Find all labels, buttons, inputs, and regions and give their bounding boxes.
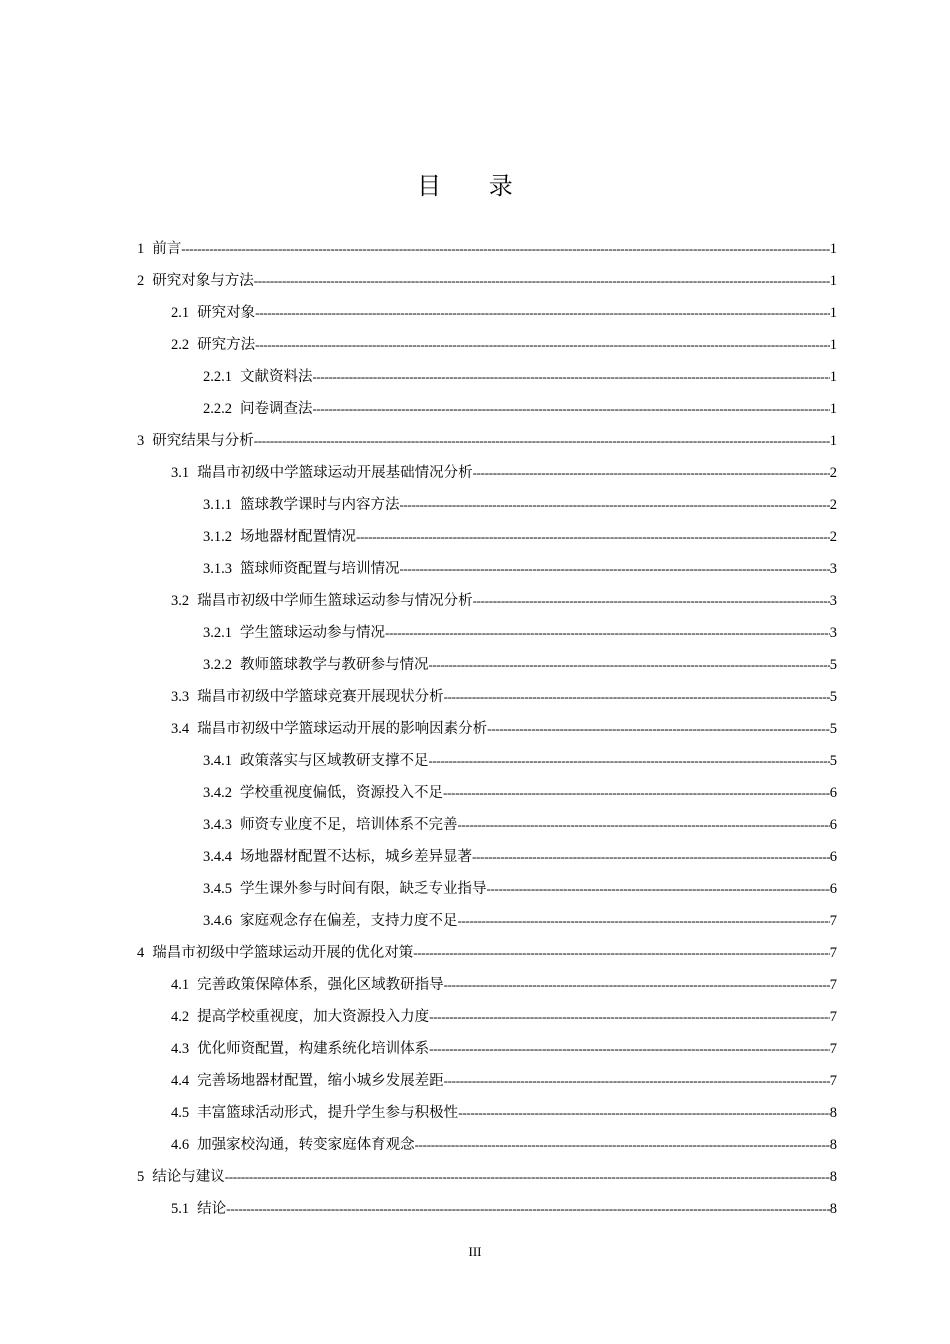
toc-entry-page: 6 — [829, 785, 837, 801]
toc-entry[interactable] — [171, 585, 837, 617]
toc-entry[interactable] — [203, 841, 837, 873]
toc-entry-number: 5.1 — [171, 1201, 190, 1217]
toc-entry-page: 8 — [829, 1105, 837, 1121]
toc-entry-page: 8 — [829, 1201, 837, 1217]
toc-entry-page: 1 — [829, 241, 837, 257]
toc-dash-leader — [458, 905, 830, 937]
toc-entry-label: 瑞昌市初级中学师生篮球运动参与情况分析 — [197, 593, 473, 609]
toc-entry-label: 学生篮球运动参与情况 — [240, 625, 385, 641]
toc-dash-leader — [385, 617, 830, 649]
toc-entry-label: 文献资料法 — [240, 369, 313, 385]
toc-dash-leader — [225, 1161, 830, 1193]
toc-entry-label: 研究对象与方法 — [152, 273, 254, 289]
toc-entry[interactable] — [137, 937, 837, 969]
toc-entry-page: 5 — [829, 721, 837, 737]
toc-entry[interactable] — [203, 393, 837, 425]
toc-entry-number: 3.2.1 — [203, 625, 232, 641]
toc-entry[interactable] — [137, 1161, 837, 1193]
toc-entry-label: 研究结果与分析 — [152, 433, 254, 449]
toc-entry-label: 学生课外参与时间有限，缺乏专业指导 — [240, 881, 487, 897]
toc-entry[interactable] — [203, 809, 837, 841]
toc-entry[interactable] — [203, 617, 837, 649]
toc-entry[interactable] — [137, 265, 837, 297]
toc-entry-page: 2 — [829, 497, 837, 513]
toc-entry-number: 2.2 — [171, 337, 190, 353]
toc-dash-leader — [458, 809, 830, 841]
toc-entry-number: 4.1 — [171, 977, 190, 993]
toc-dash-leader — [254, 265, 830, 297]
toc-entry[interactable] — [203, 489, 837, 521]
toc-entry-page: 5 — [829, 753, 837, 769]
toc-entry-label: 优化师资配置，构建系统化培训体系 — [197, 1041, 430, 1057]
toc-entry[interactable] — [171, 1129, 837, 1161]
toc-entry-label: 学校重视度偏低，资源投入不足 — [240, 785, 443, 801]
toc-entry-number: 3.3 — [171, 689, 190, 705]
toc-entry-page: 6 — [829, 881, 837, 897]
toc-entry-number: 3.4.1 — [203, 753, 232, 769]
toc-entry[interactable] — [203, 553, 837, 585]
toc-entry-page: 6 — [829, 817, 837, 833]
toc-entry-label: 加强家校沟通，转变家庭体育观念 — [197, 1137, 415, 1153]
toc-entry-number: 3.1.3 — [203, 561, 232, 577]
toc-entry-page: 1 — [829, 369, 837, 385]
toc-entry-number: 3.4.3 — [203, 817, 232, 833]
toc-entry[interactable] — [203, 905, 837, 937]
toc-dash-leader — [443, 777, 830, 809]
toc-dash-leader — [429, 745, 830, 777]
toc-entry-page: 8 — [829, 1137, 837, 1153]
toc-dash-leader — [181, 233, 830, 265]
toc-entry-page: 3 — [829, 625, 837, 641]
toc-entry-number: 1 — [137, 241, 145, 257]
page-number-footer: III — [468, 1244, 482, 1259]
toc-entry[interactable] — [171, 1065, 837, 1097]
toc-entry[interactable] — [137, 233, 837, 265]
toc-entry[interactable] — [203, 745, 837, 777]
toc-entry-page: 7 — [829, 913, 837, 929]
toc-entry-page: 3 — [829, 561, 837, 577]
toc-entry-number: 3.1.1 — [203, 497, 232, 513]
toc-entry-label: 问卷调查法 — [240, 401, 313, 417]
toc-dash-leader — [429, 1033, 830, 1065]
toc-entry-label: 瑞昌市初级中学篮球运动开展的优化对策 — [152, 945, 414, 961]
toc-entry-label: 场地器材配置不达标，城乡差异显著 — [240, 849, 472, 865]
toc-entry-page: 3 — [829, 593, 837, 609]
toc-entry-number: 3.2.2 — [203, 657, 232, 673]
toc-entry-number: 4.5 — [171, 1105, 190, 1121]
toc-entry-label: 提高学校重视度，加大资源投入力度 — [197, 1009, 430, 1025]
toc-entry[interactable] — [203, 777, 837, 809]
toc-dash-leader — [444, 681, 830, 713]
toc-entry[interactable] — [171, 1033, 837, 1065]
toc-entry-label: 结论 — [197, 1201, 227, 1217]
toc-entry[interactable] — [171, 969, 837, 1001]
toc-entry-page: 2 — [829, 529, 837, 545]
toc-dash-leader — [458, 1097, 830, 1129]
toc-dash-leader — [226, 1193, 830, 1225]
toc-dash-leader — [473, 457, 830, 489]
toc-entry[interactable] — [171, 1193, 837, 1225]
toc-entry[interactable] — [171, 1097, 837, 1129]
toc-dash-leader — [487, 873, 830, 905]
toc-dash-leader — [255, 297, 830, 329]
toc-title: 目 录 — [417, 172, 533, 200]
toc-dash-leader — [313, 393, 830, 425]
toc-entry[interactable] — [203, 521, 837, 553]
toc-entry-number: 4.4 — [171, 1073, 190, 1089]
toc-entry-page: 7 — [829, 945, 837, 961]
toc-entry-page: 1 — [829, 337, 837, 353]
toc-dash-leader — [473, 585, 830, 617]
toc-dash-leader — [444, 969, 830, 1001]
toc-entry-label: 研究方法 — [197, 337, 256, 353]
toc-dash-leader — [415, 1129, 830, 1161]
toc-entry-page: 1 — [829, 401, 837, 417]
toc-entry-number: 3.4.2 — [203, 785, 232, 801]
toc-entry-number: 4.6 — [171, 1137, 190, 1153]
toc-entry-label: 教师篮球教学与教研参与情况 — [240, 657, 429, 673]
toc-entry-page: 1 — [829, 433, 837, 449]
toc-entry-number: 5 — [137, 1169, 145, 1185]
toc-entry-page: 7 — [829, 1073, 837, 1089]
toc-entry[interactable] — [171, 681, 837, 713]
toc-entry-page: 8 — [829, 1169, 837, 1185]
toc-entry-label: 结论与建议 — [152, 1169, 225, 1185]
toc-entry[interactable] — [171, 329, 837, 361]
toc-entry[interactable] — [203, 649, 837, 681]
toc-entry-label: 篮球师资配置与培训情况 — [240, 561, 400, 577]
toc-dash-leader — [400, 489, 830, 521]
toc-dash-leader — [444, 1065, 830, 1097]
toc-dash-leader — [400, 553, 830, 585]
toc-entry-number: 3 — [137, 433, 145, 449]
toc-entry-number: 3.2 — [171, 593, 190, 609]
toc-entry-label: 完善场地器材配置，缩小城乡发展差距 — [197, 1073, 444, 1089]
toc-entry-number: 3.4.4 — [203, 849, 232, 865]
toc-entry-number: 2.2.2 — [203, 401, 232, 417]
toc-entry-label: 家庭观念存在偏差，支持力度不足 — [240, 913, 458, 929]
toc-entry[interactable] — [203, 361, 837, 393]
toc-entry-page: 5 — [829, 657, 837, 673]
toc-entry-page: 7 — [829, 1009, 837, 1025]
toc-entry-label: 师资专业度不足，培训体系不完善 — [240, 817, 458, 833]
toc-entry-number: 4.2 — [171, 1009, 190, 1025]
toc-dash-leader — [429, 649, 830, 681]
toc-entry-page: 1 — [829, 273, 837, 289]
toc-entry-label: 研究对象 — [197, 305, 256, 321]
toc-entry-label: 前言 — [152, 241, 182, 257]
toc-entry-label: 丰富篮球活动形式，提升学生参与积极性 — [197, 1105, 459, 1121]
toc-dash-leader — [254, 425, 830, 457]
toc-entry[interactable] — [137, 425, 837, 457]
toc-dash-leader — [255, 329, 830, 361]
toc-entry-label: 政策落实与区域教研支撑不足 — [240, 753, 429, 769]
toc-dash-leader — [487, 713, 830, 745]
toc-dash-leader — [313, 361, 830, 393]
toc-entry-number: 3.4.6 — [203, 913, 232, 929]
toc-entry-page: 5 — [829, 689, 837, 705]
toc-entry[interactable] — [171, 297, 837, 329]
toc-entry[interactable] — [171, 457, 837, 489]
toc-entry-number: 3.1.2 — [203, 529, 232, 545]
toc-dash-leader — [472, 841, 830, 873]
toc-entry-page: 6 — [829, 849, 837, 865]
toc-entry-number: 2.1 — [171, 305, 190, 321]
toc-entry-number: 2 — [137, 273, 145, 289]
toc-entry-page: 1 — [829, 305, 837, 321]
toc-entry[interactable] — [171, 1001, 837, 1033]
toc-entry-number: 2.2.1 — [203, 369, 232, 385]
toc-entry-label: 场地器材配置情况 — [240, 529, 356, 545]
toc-entry-number: 3.1 — [171, 465, 190, 481]
toc-entry-label: 完善政策保障体系，强化区域教研指导 — [197, 977, 444, 993]
toc-entry-number: 3.4.5 — [203, 881, 232, 897]
toc-entry-number: 4 — [137, 945, 145, 961]
toc-entry-page: 7 — [829, 1041, 837, 1057]
toc-entry-number: 4.3 — [171, 1041, 190, 1057]
toc-entry-page: 2 — [829, 465, 837, 481]
toc-entry-number: 3.4 — [171, 721, 190, 737]
toc-entry-label: 瑞昌市初级中学篮球运动开展基础情况分析 — [197, 465, 473, 481]
toc-entry-page: 7 — [829, 977, 837, 993]
toc-dash-leader — [413, 937, 830, 969]
toc-entry-label: 瑞昌市初级中学篮球运动开展的影响因素分析 — [197, 721, 488, 737]
toc-entry-label: 瑞昌市初级中学篮球竞赛开展现状分析 — [197, 689, 444, 705]
toc-dash-leader — [429, 1001, 830, 1033]
toc-entry[interactable] — [171, 713, 837, 745]
toc-dash-leader — [356, 521, 830, 553]
toc-entry[interactable] — [203, 873, 837, 905]
toc-entry-label: 篮球教学课时与内容方法 — [240, 497, 400, 513]
